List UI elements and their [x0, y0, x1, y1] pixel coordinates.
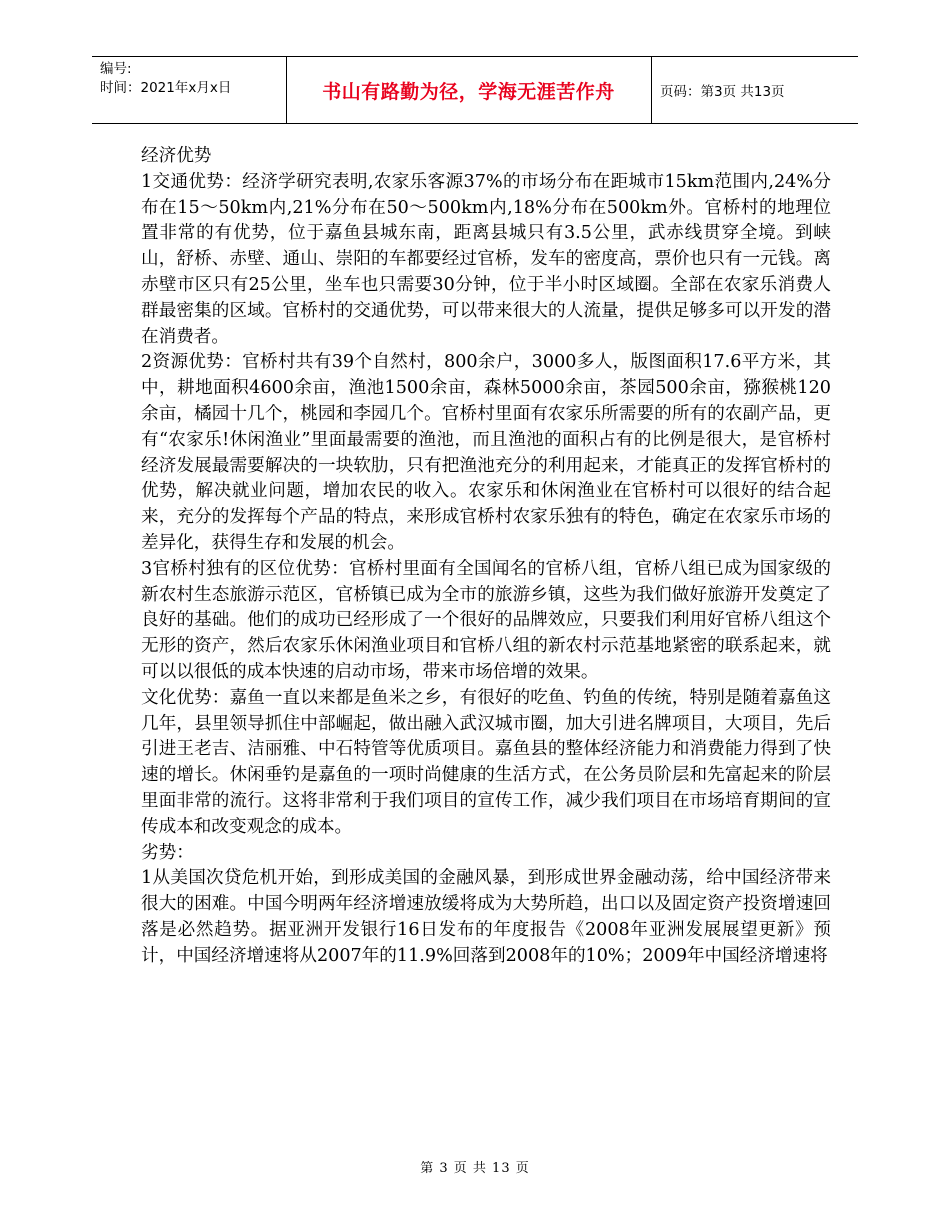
- body-paragraph: 1交通优势：经济学研究表明,农家乐客源37%的市场分布在距城市15km范围内,24%分布在15～50km内,21%分布在50～500km内,18%分布在500km外。官桥村的地理位置非常的有优势，位于嘉鱼县城东南，距离县城只有3.5公里，武赤线贯穿全境。到峡山，舒桥、赤壁、通山、崇阳的车都要经过官桥，发车的密度高，票价也只有一元钱。离赤壁市区只有25公里，坐车也只需要30分钟，位于半小时区域圈。全部在农家乐消费人群最密集的区域。官桥村的交通优势，可以带来很大的人流量，提供足够多可以开发的潜在消费者。: [141, 171, 831, 347]
- header-divider-right: [651, 56, 652, 124]
- header-meta: [100, 60, 231, 98]
- document-body: [141, 144, 831, 970]
- header-page-label: 页码：第3页 共13页: [660, 84, 785, 100]
- page-footer: 第 3 页 共 13 页: [420, 1161, 530, 1176]
- header-motto: 书山有路勤为径，学海无涯苦作舟: [322, 80, 615, 103]
- body-paragraph: 文化优势：嘉鱼一直以来都是鱼米之乡，有很好的吃鱼、钓鱼的传统，特别是随着嘉鱼这几年，县里领导抓住中部崛起，做出融入武汉城市圈，加大引进名牌项目，大项目，先后引进王老吉、洁丽雅、中石特管等优质项目。嘉鱼县的整体经济能力和消费能力得到了快速的增长。休闲垂钓是嘉鱼的一项时尚健康的生活方式，在公务员阶层和先富起来的阶层里面非常的流行。这将非常利于我们项目的宣传工作，减少我们项目在市场培育期间的宣传成本和改变观念的成本。: [141, 687, 831, 837]
- body-paragraph: 2资源优势：官桥村共有39个自然村，800余户，3000多人，版图面积17.6平方米，其中，耕地面积4600余亩，渔池1500余亩，森林5000余亩，茶园500余亩，猕猴桃120余亩，橘园十几个，桃园和李园几个。官桥村里面有农家乐所需要的所有的农副产品，更有“农家乐!休闲渔业”里面最需要的渔池，而且渔池的面积占有的比例是很大，是官桥村经济发展最需要解决的一块软肋，只有把渔池充分的利用起来，才能真正的发挥官桥村的优势，解决就业问题，增加农民的收入。农家乐和休闲渔业在官桥村可以很好的结合起来，充分的发挥每个产品的特点，来形成官桥村农家乐独有的特色，确定在农家乐市场的差异化，获得生存和发展的机会。: [141, 352, 831, 553]
- document-date-label: 时间：2021年x月x日: [100, 80, 232, 96]
- body-paragraph: 1从美国次贷危机开始，到形成美国的金融风暴，到形成世界金融动荡，给中国经济带来很大的困难。中国今明两年经济增速放缓将成为大势所趋，出口以及固定资产投资增速回落是必然趋势。据亚洲开发银行16日发布的年度报告《2008年亚洲发展展望更新》预计，中国经济增速将从2007年的11.9%回落到2008年的10%；2009年中国经济增速将: [141, 868, 831, 966]
- body-paragraph: 3官桥村独有的区位优势：官桥村里面有全国闻名的官桥八组，官桥八组已成为国家级的新农村生态旅游示范区，官桥镇已成为全市的旅游乡镇，这些为我们做好旅游开发奠定了良好的基础。他们的成功已经形成了一个很好的品牌效应，只要我们利用好官桥八组这个无形的资产，然后农家乐休闲渔业项目和官桥八组的新农村示范基地紧密的联系起来，就可以以很低的成本快速的启动市场，带来市场倍增的效果。: [141, 558, 831, 682]
- section-heading: 经济优势: [141, 146, 212, 166]
- section-heading: 劣势：: [141, 842, 194, 863]
- document-code-label: 编号:: [100, 61, 132, 77]
